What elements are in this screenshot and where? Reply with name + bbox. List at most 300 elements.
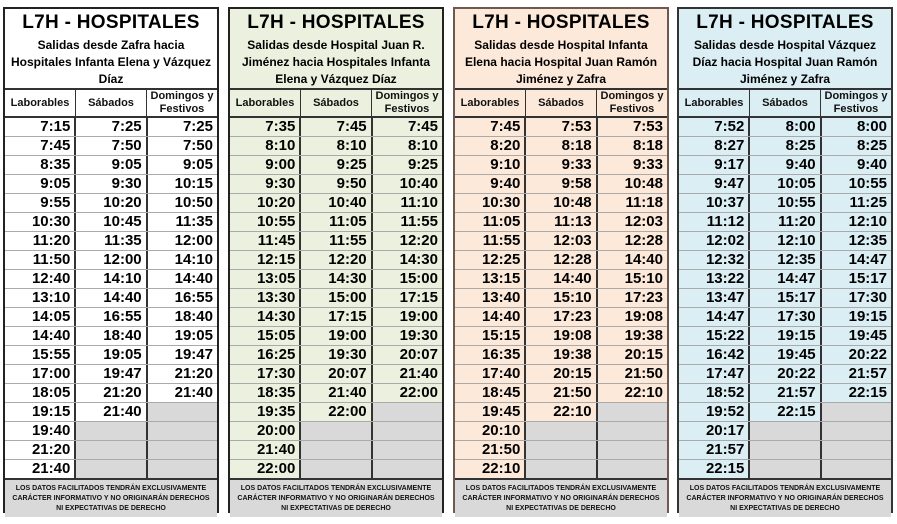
cell-domingos: 10:40 xyxy=(371,175,442,193)
route-description: Salidas desde Hospital Vázquez Díaz hacia Hospital Juan Ramón Jiménez y Zafra xyxy=(679,37,891,90)
cell-sabados: 12:35 xyxy=(748,251,819,269)
cell-domingos: 9:25 xyxy=(371,156,442,174)
cell-laborables: 10:20 xyxy=(256,194,296,211)
cell-domingos xyxy=(596,441,667,459)
cell-laborables: 9:05 xyxy=(40,175,71,192)
schedule-rows xyxy=(679,118,891,478)
cell-laborables: 9:55 xyxy=(40,194,71,211)
cell-sabados xyxy=(299,460,370,478)
cell-sabados: 20:15 xyxy=(524,365,595,383)
table-row xyxy=(679,269,891,288)
cell-sabados xyxy=(748,441,819,459)
cell-sabados: 22:15 xyxy=(748,403,819,421)
cell-domingos: 9:05 xyxy=(146,156,217,174)
table-row xyxy=(455,118,667,136)
table-row xyxy=(679,383,891,402)
cell-domingos: 10:15 xyxy=(146,175,217,193)
cell-laborables: 12:32 xyxy=(705,251,745,268)
table-row xyxy=(455,174,667,193)
cell-domingos: 14:40 xyxy=(146,270,217,288)
cell-sabados: 19:15 xyxy=(748,327,819,345)
table-row xyxy=(230,174,442,193)
table-row xyxy=(230,212,442,231)
column-headers xyxy=(230,90,442,118)
cell-sabados: 9:33 xyxy=(524,156,595,174)
table-row xyxy=(455,345,667,364)
cell-sabados: 11:55 xyxy=(299,232,370,250)
cell-domingos: 11:18 xyxy=(596,194,667,212)
cell-laborables: 13:05 xyxy=(256,270,296,287)
table-row xyxy=(5,118,217,136)
cell-sabados: 7:45 xyxy=(299,118,370,136)
cell-domingos xyxy=(146,422,217,440)
table-row xyxy=(5,155,217,174)
cell-laborables: 13:30 xyxy=(256,289,296,306)
cell-laborables: 20:10 xyxy=(481,422,521,439)
header-domingos-festivos: Domingos y Festivos xyxy=(596,90,667,116)
table-row xyxy=(230,231,442,250)
cell-sabados: 12:00 xyxy=(74,251,145,269)
cell-laborables: 7:15 xyxy=(40,118,71,135)
cell-domingos: 7:53 xyxy=(596,118,667,136)
cell-laborables: 18:52 xyxy=(705,384,745,401)
cell-domingos: 7:45 xyxy=(371,118,442,136)
cell-domingos: 10:48 xyxy=(596,175,667,193)
cell-domingos: 12:10 xyxy=(820,213,891,231)
cell-sabados: 18:40 xyxy=(74,327,145,345)
cell-laborables: 11:45 xyxy=(257,232,296,249)
cell-domingos xyxy=(146,403,217,421)
cell-domingos xyxy=(820,403,891,421)
cell-laborables: 14:05 xyxy=(31,308,71,325)
panel-title: L7H - HOSPITALES xyxy=(696,12,874,33)
table-row xyxy=(679,288,891,307)
cell-domingos xyxy=(371,441,442,459)
cell-domingos: 11:35 xyxy=(146,213,217,231)
cell-domingos xyxy=(371,403,442,421)
cell-sabados: 8:18 xyxy=(524,137,595,155)
header-domingos-festivos: Domingos y Festivos xyxy=(146,90,217,116)
cell-sabados: 9:25 xyxy=(299,156,370,174)
table-row xyxy=(230,269,442,288)
table-row xyxy=(679,307,891,326)
cell-domingos: 8:25 xyxy=(820,137,891,155)
cell-sabados xyxy=(74,441,145,459)
timetable-panel-1 xyxy=(3,7,219,513)
schedule-rows xyxy=(5,118,217,478)
table-row xyxy=(679,345,891,364)
cell-sabados: 22:10 xyxy=(524,403,595,421)
cell-laborables: 14:30 xyxy=(256,308,296,325)
cell-sabados: 14:40 xyxy=(74,289,145,307)
cell-domingos: 21:20 xyxy=(146,365,217,383)
cell-sabados: 12:03 xyxy=(524,232,595,250)
cell-domingos: 8:10 xyxy=(371,137,442,155)
table-row xyxy=(679,118,891,136)
table-row xyxy=(455,440,667,459)
cell-sabados: 10:48 xyxy=(524,194,595,212)
cell-sabados: 7:50 xyxy=(74,137,145,155)
cell-domingos: 20:07 xyxy=(371,346,442,364)
cell-sabados: 19:38 xyxy=(524,346,595,364)
cell-laborables: 15:15 xyxy=(481,327,521,344)
header-sabados: Sábados xyxy=(525,90,596,116)
cell-laborables: 9:47 xyxy=(714,175,745,192)
cell-laborables: 17:47 xyxy=(705,365,745,382)
cell-domingos: 9:40 xyxy=(820,156,891,174)
table-row xyxy=(5,269,217,288)
cell-domingos: 22:10 xyxy=(596,384,667,402)
table-row xyxy=(230,193,442,212)
cell-laborables: 15:55 xyxy=(31,346,71,363)
table-row xyxy=(455,383,667,402)
cell-domingos xyxy=(596,460,667,478)
cell-domingos: 22:00 xyxy=(371,384,442,402)
cell-domingos: 12:00 xyxy=(146,232,217,250)
table-row xyxy=(5,421,217,440)
cell-domingos xyxy=(596,422,667,440)
table-row xyxy=(455,231,667,250)
header-sabados: Sábados xyxy=(75,90,146,116)
cell-sabados: 11:20 xyxy=(748,213,819,231)
header-sabados: Sábados xyxy=(300,90,371,116)
column-headers xyxy=(455,90,667,118)
cell-sabados: 15:10 xyxy=(524,289,595,307)
table-row xyxy=(455,421,667,440)
cell-domingos: 20:22 xyxy=(820,346,891,364)
cell-domingos: 19:45 xyxy=(820,327,891,345)
cell-laborables: 14:40 xyxy=(31,327,71,344)
cell-laborables: 10:30 xyxy=(481,194,521,211)
cell-laborables: 8:20 xyxy=(490,137,521,154)
cell-laborables: 11:05 xyxy=(482,213,521,230)
table-row xyxy=(679,193,891,212)
table-row xyxy=(455,212,667,231)
cell-sabados: 8:10 xyxy=(299,137,370,155)
cell-sabados: 12:20 xyxy=(299,251,370,269)
cell-sabados: 11:05 xyxy=(299,213,370,231)
table-row xyxy=(679,174,891,193)
table-row xyxy=(230,118,442,136)
cell-sabados: 19:47 xyxy=(74,365,145,383)
table-row xyxy=(5,250,217,269)
cell-domingos xyxy=(820,422,891,440)
cell-domingos: 12:20 xyxy=(371,232,442,250)
column-headers xyxy=(5,90,217,118)
cell-laborables: 7:52 xyxy=(714,118,745,135)
cell-laborables: 21:50 xyxy=(481,441,521,458)
cell-domingos: 20:15 xyxy=(596,346,667,364)
cell-laborables: 13:10 xyxy=(31,289,71,306)
table-row xyxy=(5,212,217,231)
cell-domingos: 15:17 xyxy=(820,270,891,288)
table-row xyxy=(230,459,442,478)
header-domingos-festivos: Domingos y Festivos xyxy=(371,90,442,116)
cell-sabados: 12:10 xyxy=(748,232,819,250)
cell-laborables: 16:42 xyxy=(705,346,745,363)
cell-domingos: 18:40 xyxy=(146,308,217,326)
table-row xyxy=(230,440,442,459)
cell-laborables: 21:20 xyxy=(31,441,71,458)
header-laborables: Laborables xyxy=(460,96,520,109)
cell-laborables: 7:35 xyxy=(265,118,296,135)
table-row xyxy=(5,440,217,459)
cell-sabados xyxy=(524,460,595,478)
cell-sabados: 20:07 xyxy=(299,365,370,383)
table-row xyxy=(5,231,217,250)
cell-laborables: 18:05 xyxy=(31,384,71,401)
cell-laborables: 18:35 xyxy=(256,384,296,401)
cell-laborables: 19:40 xyxy=(31,422,71,439)
cell-domingos: 15:10 xyxy=(596,270,667,288)
cell-domingos: 11:55 xyxy=(371,213,442,231)
cell-domingos: 8:00 xyxy=(820,118,891,136)
cell-laborables: 21:40 xyxy=(256,441,296,458)
cell-sabados: 14:40 xyxy=(524,270,595,288)
table-row xyxy=(5,288,217,307)
header-laborables: Laborables xyxy=(10,96,70,109)
cell-sabados: 9:05 xyxy=(74,156,145,174)
table-row xyxy=(5,307,217,326)
cell-laborables: 7:45 xyxy=(40,137,71,154)
cell-domingos: 17:23 xyxy=(596,289,667,307)
table-row xyxy=(679,459,891,478)
table-row xyxy=(230,421,442,440)
cell-sabados: 21:57 xyxy=(748,384,819,402)
cell-sabados: 9:58 xyxy=(524,175,595,193)
column-headers xyxy=(679,90,891,118)
cell-sabados: 14:47 xyxy=(748,270,819,288)
cell-sabados xyxy=(299,422,370,440)
table-row xyxy=(5,459,217,478)
cell-laborables: 20:17 xyxy=(705,422,745,439)
cell-laborables: 11:50 xyxy=(32,251,71,268)
cell-domingos xyxy=(820,460,891,478)
table-row xyxy=(455,193,667,212)
disclaimer-footer: LOS DATOS FACILITADOS TENDRÁN EXCLUSIVAMENTE CARÁCTER INFORMATIVO Y NO ORIGINARÁN DERECHOS NI EXPECTATIVAS DE DERECHO xyxy=(679,478,891,517)
cell-laborables: 21:57 xyxy=(705,441,745,458)
cell-sabados: 21:40 xyxy=(299,384,370,402)
cell-domingos: 7:25 xyxy=(146,118,217,136)
cell-laborables: 13:15 xyxy=(481,270,521,287)
cell-domingos: 12:03 xyxy=(596,213,667,231)
table-row xyxy=(679,402,891,421)
cell-sabados: 10:05 xyxy=(748,175,819,193)
cell-sabados: 10:55 xyxy=(748,194,819,212)
cell-laborables: 9:00 xyxy=(265,156,296,173)
header-domingos-festivos: Domingos y Festivos xyxy=(820,90,891,116)
cell-sabados: 8:00 xyxy=(748,118,819,136)
cell-laborables: 22:10 xyxy=(481,460,521,477)
cell-domingos: 14:30 xyxy=(371,251,442,269)
cell-laborables: 8:10 xyxy=(265,137,296,154)
cell-laborables: 10:30 xyxy=(31,213,71,230)
panel-title: L7H - HOSPITALES xyxy=(22,12,200,33)
cell-sabados: 19:08 xyxy=(524,327,595,345)
cell-sabados: 19:00 xyxy=(299,327,370,345)
table-row xyxy=(679,364,891,383)
table-row xyxy=(455,307,667,326)
cell-laborables: 14:47 xyxy=(705,308,745,325)
cell-laborables: 19:35 xyxy=(256,403,296,420)
cell-domingos: 19:00 xyxy=(371,308,442,326)
cell-domingos: 19:30 xyxy=(371,327,442,345)
panel-title: L7H - HOSPITALES xyxy=(247,12,425,33)
cell-sabados: 11:13 xyxy=(524,213,595,231)
cell-sabados xyxy=(524,422,595,440)
schedule-rows xyxy=(230,118,442,478)
cell-laborables: 11:55 xyxy=(482,232,521,249)
cell-sabados: 12:28 xyxy=(524,251,595,269)
cell-domingos: 22:15 xyxy=(820,384,891,402)
cell-domingos: 7:50 xyxy=(146,137,217,155)
timetable-panel-4 xyxy=(677,7,893,513)
cell-sabados: 21:40 xyxy=(74,403,145,421)
table-row xyxy=(230,383,442,402)
cell-domingos: 21:50 xyxy=(596,365,667,383)
cell-laborables: 10:55 xyxy=(256,213,296,230)
cell-domingos: 19:08 xyxy=(596,308,667,326)
cell-domingos: 14:47 xyxy=(820,251,891,269)
table-row xyxy=(5,383,217,402)
table-row xyxy=(230,364,442,383)
table-row xyxy=(5,345,217,364)
cell-sabados: 22:00 xyxy=(299,403,370,421)
cell-sabados: 7:25 xyxy=(74,118,145,136)
cell-sabados: 11:35 xyxy=(74,232,145,250)
cell-laborables: 14:40 xyxy=(481,308,521,325)
cell-laborables: 19:45 xyxy=(481,403,521,420)
cell-sabados: 21:50 xyxy=(524,384,595,402)
cell-sabados xyxy=(748,422,819,440)
cell-laborables: 15:05 xyxy=(256,327,296,344)
cell-sabados: 14:30 xyxy=(299,270,370,288)
cell-domingos: 19:38 xyxy=(596,327,667,345)
cell-domingos: 11:25 xyxy=(820,194,891,212)
table-row xyxy=(679,440,891,459)
cell-laborables: 17:30 xyxy=(256,365,296,382)
cell-laborables: 8:27 xyxy=(714,137,745,154)
cell-domingos xyxy=(371,460,442,478)
cell-laborables: 13:40 xyxy=(481,289,521,306)
cell-laborables: 9:40 xyxy=(490,175,521,192)
cell-domingos xyxy=(596,403,667,421)
cell-domingos: 12:35 xyxy=(820,232,891,250)
cell-laborables: 8:35 xyxy=(40,156,71,173)
cell-laborables: 22:00 xyxy=(256,460,296,477)
cell-sabados: 9:30 xyxy=(74,175,145,193)
cell-sabados: 15:17 xyxy=(748,289,819,307)
cell-sabados xyxy=(74,422,145,440)
timetable-panel-3 xyxy=(453,7,669,513)
timetable-panel-2 xyxy=(228,7,444,513)
cell-sabados: 10:40 xyxy=(299,194,370,212)
cell-domingos: 21:40 xyxy=(371,365,442,383)
table-row xyxy=(679,136,891,155)
disclaimer-footer: LOS DATOS FACILITADOS TENDRÁN EXCLUSIVAMENTE CARÁCTER INFORMATIVO Y NO ORIGINARÁN DERECHOS NI EXPECTATIVAS DE DERECHO xyxy=(230,478,442,517)
panel-title: L7H - HOSPITALES xyxy=(472,12,650,33)
cell-sabados: 21:20 xyxy=(74,384,145,402)
table-row xyxy=(455,402,667,421)
cell-domingos: 21:57 xyxy=(820,365,891,383)
cell-domingos: 14:10 xyxy=(146,251,217,269)
cell-sabados: 14:10 xyxy=(74,270,145,288)
table-row xyxy=(455,459,667,478)
table-row xyxy=(5,174,217,193)
cell-laborables: 19:15 xyxy=(31,403,71,420)
cell-sabados: 9:50 xyxy=(299,175,370,193)
cell-laborables: 11:20 xyxy=(32,232,71,249)
cell-laborables: 15:22 xyxy=(705,327,745,344)
table-row xyxy=(455,364,667,383)
cell-laborables: 7:45 xyxy=(490,118,521,135)
cell-laborables: 13:22 xyxy=(705,270,745,287)
table-row xyxy=(230,307,442,326)
cell-sabados xyxy=(299,441,370,459)
cell-laborables: 17:40 xyxy=(481,365,521,382)
table-row xyxy=(455,269,667,288)
cell-laborables: 19:52 xyxy=(705,403,745,420)
header-sabados: Sábados xyxy=(749,90,820,116)
cell-sabados xyxy=(74,460,145,478)
table-row xyxy=(679,212,891,231)
cell-domingos: 9:33 xyxy=(596,156,667,174)
cell-domingos: 17:30 xyxy=(820,289,891,307)
cell-domingos: 19:05 xyxy=(146,327,217,345)
cell-domingos: 21:40 xyxy=(146,384,217,402)
cell-domingos xyxy=(146,460,217,478)
cell-laborables: 12:25 xyxy=(481,251,521,268)
cell-domingos: 19:15 xyxy=(820,308,891,326)
cell-laborables: 13:47 xyxy=(705,289,745,306)
table-row xyxy=(5,364,217,383)
header-laborables: Laborables xyxy=(684,96,744,109)
cell-laborables: 12:02 xyxy=(705,232,745,249)
table-row xyxy=(230,155,442,174)
cell-domingos xyxy=(820,441,891,459)
cell-laborables: 22:15 xyxy=(705,460,745,477)
cell-sabados: 17:15 xyxy=(299,308,370,326)
cell-laborables: 12:15 xyxy=(256,251,296,268)
cell-laborables: 16:25 xyxy=(256,346,296,363)
cell-laborables: 20:00 xyxy=(256,422,296,439)
disclaimer-footer: LOS DATOS FACILITADOS TENDRÁN EXCLUSIVAMENTE CARÁCTER INFORMATIVO Y NO ORIGINARÁN DERECHOS NI EXPECTATIVAS DE DERECHO xyxy=(455,478,667,517)
table-row xyxy=(230,250,442,269)
cell-sabados: 10:45 xyxy=(74,213,145,231)
cell-sabados: 7:53 xyxy=(524,118,595,136)
cell-sabados: 10:20 xyxy=(74,194,145,212)
cell-sabados: 19:30 xyxy=(299,346,370,364)
route-description: Salidas desde Hospital Juan R. Jiménez hacia Hospitales Infanta Elena y Vázquez Díaz xyxy=(230,37,442,90)
table-row xyxy=(455,250,667,269)
cell-laborables: 10:37 xyxy=(705,194,745,211)
cell-sabados: 9:40 xyxy=(748,156,819,174)
table-row xyxy=(230,402,442,421)
cell-laborables: 12:40 xyxy=(31,270,71,287)
cell-domingos: 8:18 xyxy=(596,137,667,155)
table-row xyxy=(455,155,667,174)
cell-domingos xyxy=(146,441,217,459)
table-row xyxy=(230,288,442,307)
cell-domingos: 15:00 xyxy=(371,270,442,288)
table-row xyxy=(5,402,217,421)
cell-domingos: 17:15 xyxy=(371,289,442,307)
cell-sabados: 15:00 xyxy=(299,289,370,307)
header-laborables: Laborables xyxy=(235,96,295,109)
cell-sabados xyxy=(748,460,819,478)
cell-sabados: 17:30 xyxy=(748,308,819,326)
cell-sabados: 16:55 xyxy=(74,308,145,326)
